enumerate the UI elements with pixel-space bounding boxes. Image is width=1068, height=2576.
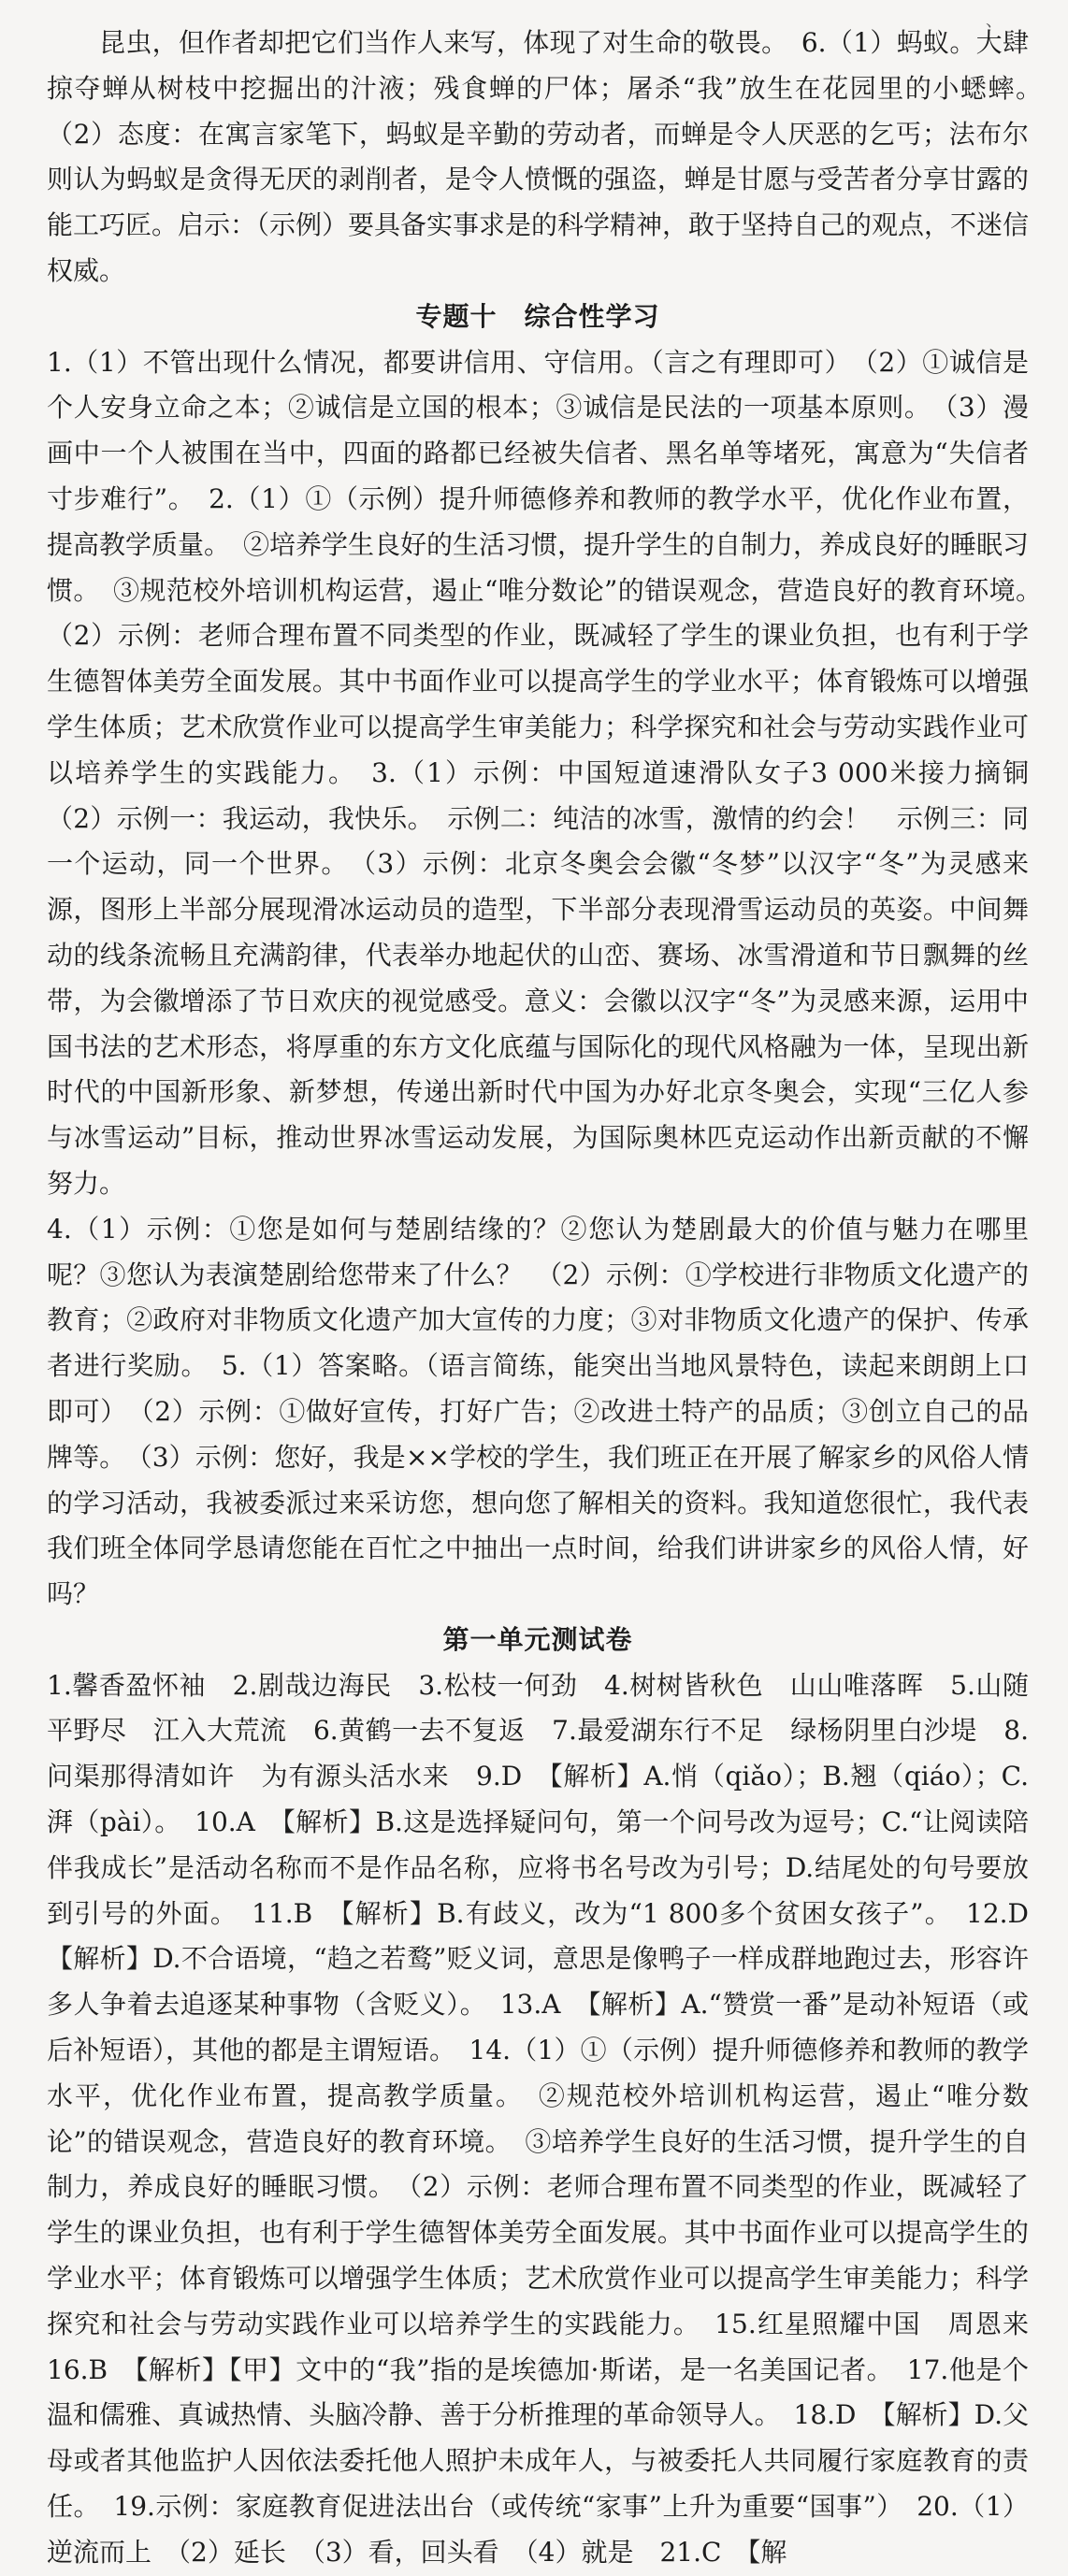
answer-paragraph-1-3: 1.（1）不管出现什么情况，都要讲信用、守信用。（言之有理即可） （2）①诚信是个人安身立命之本；②诚信是立国的根本；③诚信是民法的一项基本原则。 （3）漫画中一个人被围在当中，四面的路都已经被失信者、黑名单等堵死，寓意为“失信者寸步难行”。 2.（1）①（示例）提升师德修养和教师的教学水平，优化作业布置，提高教学质量。 ②培养学生良好的生活习惯，提升学生的自制力，养成良好的睡眠习惯。 ③规范校外培训机构运营，遏止“唯分数论”的错误观念，营造良好的教育环境。 （2）示例：老师合理布置不同类型的作业，既减轻了学生的课业负担，也有利于学生德智体美劳全面发展。其中书面作业可以提高学生的学业水平；体育锻炼可以增强学生体质；艺术欣赏作业可以提高学生审美能力；科学探究和社会与劳动实践作业可以培养学生的实践能力。 3.（1）示例：中国短道速滑队女子3 000米接力摘铜 （2）示例一：我运动，我快乐。 示例二：纯洁的冰雪，激情的约会！ 示例三：同一个运动，同一个世界。 （3）示例：北京冬奥会会徽“冬梦”以汉字“冬”为灵感来源，图形上半部分展现滑冰运动员的造型，下半部分表现滑雪运动员的英姿。中间舞动的线条流畅且充满韵律，代表举办地起伏的山峦、赛场、冰雪滑道和节日飘舞的丝带，为会徽增添了节日欢庆的视觉感受。意义：会徽以汉字“冬”为灵感来源，运用中国书法的艺术形态，将厚重的东方文化底蕴与国际化的现代风格融为一体，呈现出新时代的中国新形象、新梦想，传递出新时代中国为办好北京冬奥会，实现“三亿人参与冰雪运动”目标，推动世界冰雪运动发展，为国际奥林匹克运动作出新贡献的不懈努力。	[47, 346, 1056, 1199]
intro-paragraph: 昆虫，但作者却把它们当作人来写，体现了对生命的敬畏。 6.（1）蚂蚁。大肆掠夺蝉从树枝中挖掘出的汁液；残食蝉的尸体；屠杀“我”放生在花园里的小蟋蟀。 （2）态度：在寓言家笔下，蚂蚁是辛勤的劳动者，而蝉是令人厌恶的乞丐；法布尔则认为蚂蚁是贪得无厌的剥削者，是令人愤慨的强盗，蝉是甘愿与受苦者分享甘露的能工巧匠。启示：（示例）要具备实事求是的科学精神，敢于坚持自己的观点，不迷信权威。	[47, 27, 1056, 286]
corner-mark: 、	[986, 11, 1003, 31]
section-heading-unit-1-test: 第一单元测试卷	[442, 1623, 633, 1655]
answer-paragraph-4-5: 4.（1）示例：①您是如何与楚剧结缘的？②您认为楚剧最大的价值与魅力在哪里呢？③您认为表演楚剧给您带来了什么？ （2）示例：①学校进行非物质文化遗产的教育；②政府对非物质文化遗产加大宣传的力度；③对非物质文化遗产的保护、传承者进行奖励。 5.（1）答案略。（语言简练，能突出当地风景特色，读起来朗朗上口即可） （2）示例：①做好宣传，打好广告；②改进土特产的品质；③创立自己的品牌等。 （3）示例：您好，我是××学校的学生，我们班正在开展了解家乡的风俗人情的学习活动，我被委派过来采访您，想向您了解相关的资料。我知道您很忙，我代表我们班全体同学恳请您能在百忙之中抽出一点时间，给我们讲讲家乡的风俗人情，好吗？	[47, 1213, 1029, 1610]
answer-column	[47, 21, 1056, 2576]
section-heading-topic-10: 专题十 综合性学习	[415, 300, 660, 332]
answer-paragraph-unit-test: 1.馨香盈怀袖 2.剧哉边海民 3.松枝一何劲 4.树树皆秋色 山山唯落晖 5.山随平野尽 江入大荒流 6.黄鹤一去不复返 7.最爱湖东行不足 绿杨阴里白沙堤 8.问渠那得清如许 为有源头活水来 9.D 【解析】A.悄（qiǎo）；B.翘（qiáo）；C.湃（pài）。 10.A 【解析】B.这是选择疑问句，第一个问号改为逗号；C.“让阅读陪伴我成长”是活动名称而不是作品名称，应将书名号改为引号；D.结尾处的句号要放到引号的外面。 11.B 【解析】B.有歧义，改为“1 800多个贫困女孩子”。 12.D 【解析】D.不合语境，“趋之若鹜”贬义词，意思是像鸭子一样成群地跑过去，形容许多人争着去追逐某种事物（含贬义）。 13.A 【解析】A.“赞赏一番”是动补短语（或后补短语），其他的都是主谓短语。 14.（1）①（示例）提升师德修养和教师的教学水平，优化作业布置，提高教学质量。 ②规范校外培训机构运营，遏止“唯分数论”的错误观念，营造良好的教育环境。 ③培养学生良好的生活习惯，提升学生的自制力，养成良好的睡眠习惯。 （2）示例：老师合理布置不同类型的作业，既减轻了学生的课业负担，也有利于学生德智体美劳全面发展。其中书面作业可以提高学生的学业水平；体育锻炼可以增强学生体质；艺术欣赏作业可以提高学生审美能力；科学探究和社会与劳动实践作业可以培养学生的实践能力。 15.红星照耀中国 周恩来 16.B 【解析】【甲】文中的“我”指的是埃德加·斯诺，是一名美国记者。 17.他是个温和儒雅、真诚热情、头脑冷静、善于分析推理的革命领导人。 18.D 【解析】D.父母或者其他监护人因依法委托他人照护未成年人，与被委托人共同履行家庭教育的责任。 19.示例：家庭教育促进法出台（或传统“家事”上升为重要“国事”） 20.（1）逆流而上 （2）延长 （3）看，回头看 （4）就是 21.C 【解	[47, 1669, 1056, 2568]
